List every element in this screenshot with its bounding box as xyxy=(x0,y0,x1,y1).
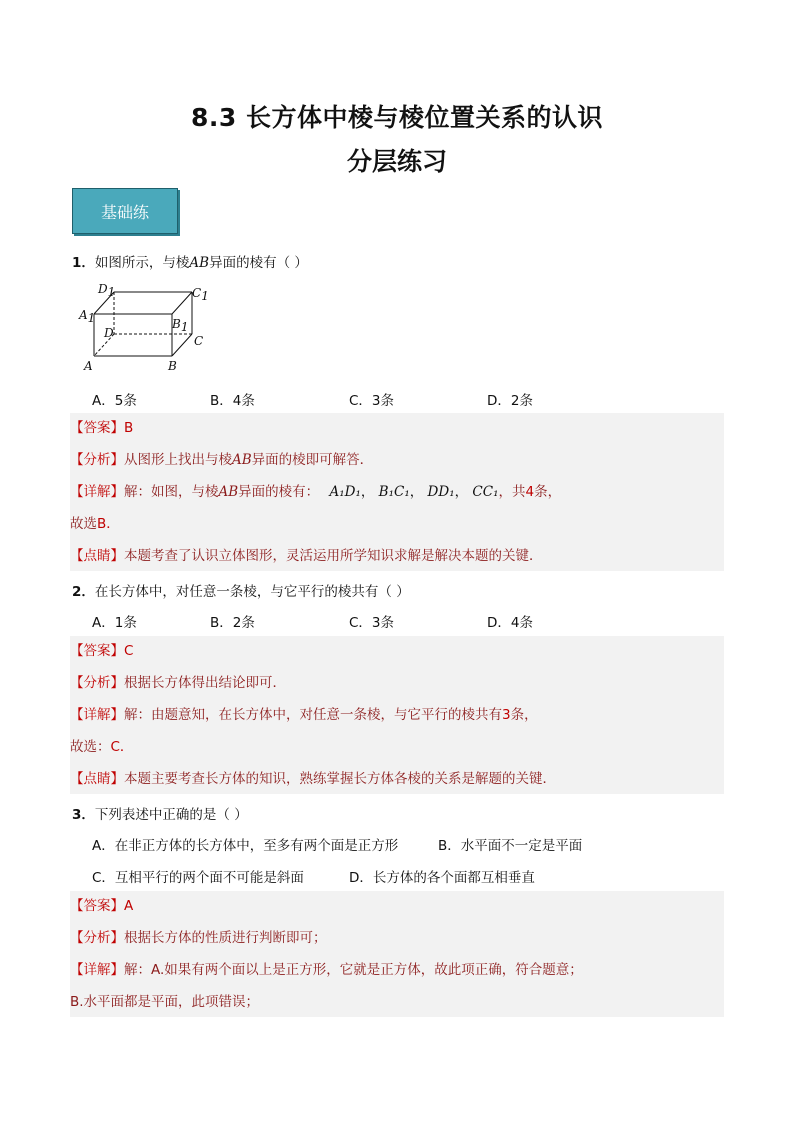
comment-row xyxy=(70,541,543,571)
math-var: AB xyxy=(232,452,252,468)
option-d: D．4条 xyxy=(487,615,533,631)
answer-row: 【答案】A xyxy=(70,898,134,914)
comment-tag: 【点睛】 xyxy=(70,548,124,564)
parallel-count: 3 xyxy=(502,707,511,723)
option-c: C．3条 xyxy=(349,615,395,631)
question-text: 异面的棱有（ ） xyxy=(209,255,308,271)
analysis-text: 异面的棱即可解答． xyxy=(251,452,374,468)
option-d: D．长方体的各个面都互相垂直 xyxy=(349,870,535,886)
option-a: A．1条 xyxy=(92,615,137,631)
edge-label: CC₁ xyxy=(472,484,499,500)
analysis-row: 【分析】根据长方体的性质进行判断即可； xyxy=(70,930,327,946)
detail-text: A.如果有两个面以上是正方形，它就是正方体，故此项正确，符合题意； xyxy=(151,962,583,978)
analysis-text: 从图形上找出与棱 xyxy=(124,452,232,468)
vertex-label-D1: D1 xyxy=(98,282,116,299)
question-text: 如图所示，与棱 xyxy=(94,255,190,271)
option-b: B．水平面不一定是平面 xyxy=(438,838,583,854)
detail-row: 【详解】解：如图，与棱AB异面的棱有： A₁D₁， B₁C₁， DD₁， CC₁，共4条， xyxy=(70,484,562,500)
option-b: B．4条 xyxy=(210,393,255,409)
edge-label: A₁D₁ xyxy=(329,484,361,500)
comment-text: 本题主要考查长方体的知识，熟练掌握长方体各棱的关系是解题的关键． xyxy=(124,771,556,787)
vertex-label-B1: B1 xyxy=(172,317,189,334)
edge-label: DD₁ xyxy=(427,484,455,500)
option-d: D．2条 xyxy=(487,393,533,409)
question-2 xyxy=(72,580,410,600)
conclusion-row: 故选：C． xyxy=(70,739,134,755)
detail-text: B.水平面都是平面，此项错误； xyxy=(70,994,260,1010)
conclusion-value: C． xyxy=(110,739,134,755)
question-number: 2． xyxy=(72,584,95,600)
question-text: 在长方体中，对任意一条棱，与它平行的棱共有（ ） xyxy=(94,584,410,600)
solution-block-3 xyxy=(70,891,724,1017)
option-a: A．在非正方体的长方体中，至多有两个面是正方形 xyxy=(92,838,399,854)
analysis-row xyxy=(70,445,373,475)
option-a: A．5条 xyxy=(92,393,137,409)
answer-row xyxy=(70,413,133,443)
page-subtitle: 分层练习 xyxy=(346,147,447,176)
option-b: B．2条 xyxy=(210,615,255,631)
analysis-text: 根据长方体的性质进行判断即可； xyxy=(124,930,327,946)
detail-tag: 【详解】 xyxy=(70,484,124,500)
question-number: 3． xyxy=(72,807,95,823)
detail-text: 解：如图，与棱 xyxy=(124,484,219,500)
solution-block-1 xyxy=(70,413,724,571)
analysis-text: 根据长方体得出结论即可． xyxy=(124,675,286,691)
conclusion-row: 故选B． xyxy=(70,516,120,532)
detail-row: 【详解】解：由题意知，在长方体中，对任意一条棱，与它平行的棱共有3条， xyxy=(70,707,538,723)
answer-value: B xyxy=(124,420,134,436)
detail-text: 异面的棱有： xyxy=(238,484,320,500)
question-3 xyxy=(72,803,248,823)
vertex-label-D: D xyxy=(104,326,114,340)
answer-row: 【答案】C xyxy=(70,643,134,659)
comment-row: 【点睛】本题主要考查长方体的知识，熟练掌握长方体各棱的关系是解题的关键． xyxy=(70,771,556,787)
detail-text: 解：由题意知，在长方体中，对任意一条棱，与它平行的棱共有 xyxy=(124,707,502,723)
option-c: C．3条 xyxy=(349,393,395,409)
question-number: 1． xyxy=(72,255,95,271)
vertex-label-B: B xyxy=(168,359,177,373)
question-1 xyxy=(72,251,308,271)
vertex-label-C1: C1 xyxy=(192,286,209,303)
analysis-row: 【分析】根据长方体得出结论即可． xyxy=(70,675,286,691)
conclusion-value: B． xyxy=(97,516,120,532)
answer-value: A xyxy=(124,898,134,914)
edge-count: 4 xyxy=(525,484,535,500)
analysis-tag: 【分析】 xyxy=(70,452,124,468)
answer-value: C xyxy=(124,643,134,659)
math-var: AB xyxy=(218,484,239,500)
solution-block-2 xyxy=(70,636,724,794)
detail-row: 【详解】解：A.如果有两个面以上是正方形，它就是正方体，故此项正确，符合题意； xyxy=(70,962,583,978)
answer-tag: 【答案】 xyxy=(70,420,124,436)
option-c: C．互相平行的两个面不可能是斜面 xyxy=(92,870,304,886)
section-badge: 基础练 xyxy=(72,188,178,234)
page-title: 8.3 长方体中棱与棱位置关系的认识 xyxy=(191,103,603,132)
question-text: 下列表述中正确的是（ ） xyxy=(94,807,248,823)
vertex-label-A1: A1 xyxy=(79,308,96,325)
cuboid-figure xyxy=(76,282,216,376)
detail-row-2 xyxy=(70,987,259,1017)
vertex-label-A: A xyxy=(84,359,93,373)
edge-label: B₁C₁ xyxy=(378,484,410,500)
comment-text: 本题考查了认识立体图形，灵活运用所学知识求解是解决本题的关键． xyxy=(124,548,543,564)
math-var: AB xyxy=(189,255,210,271)
vertex-label-C: C xyxy=(194,334,204,348)
